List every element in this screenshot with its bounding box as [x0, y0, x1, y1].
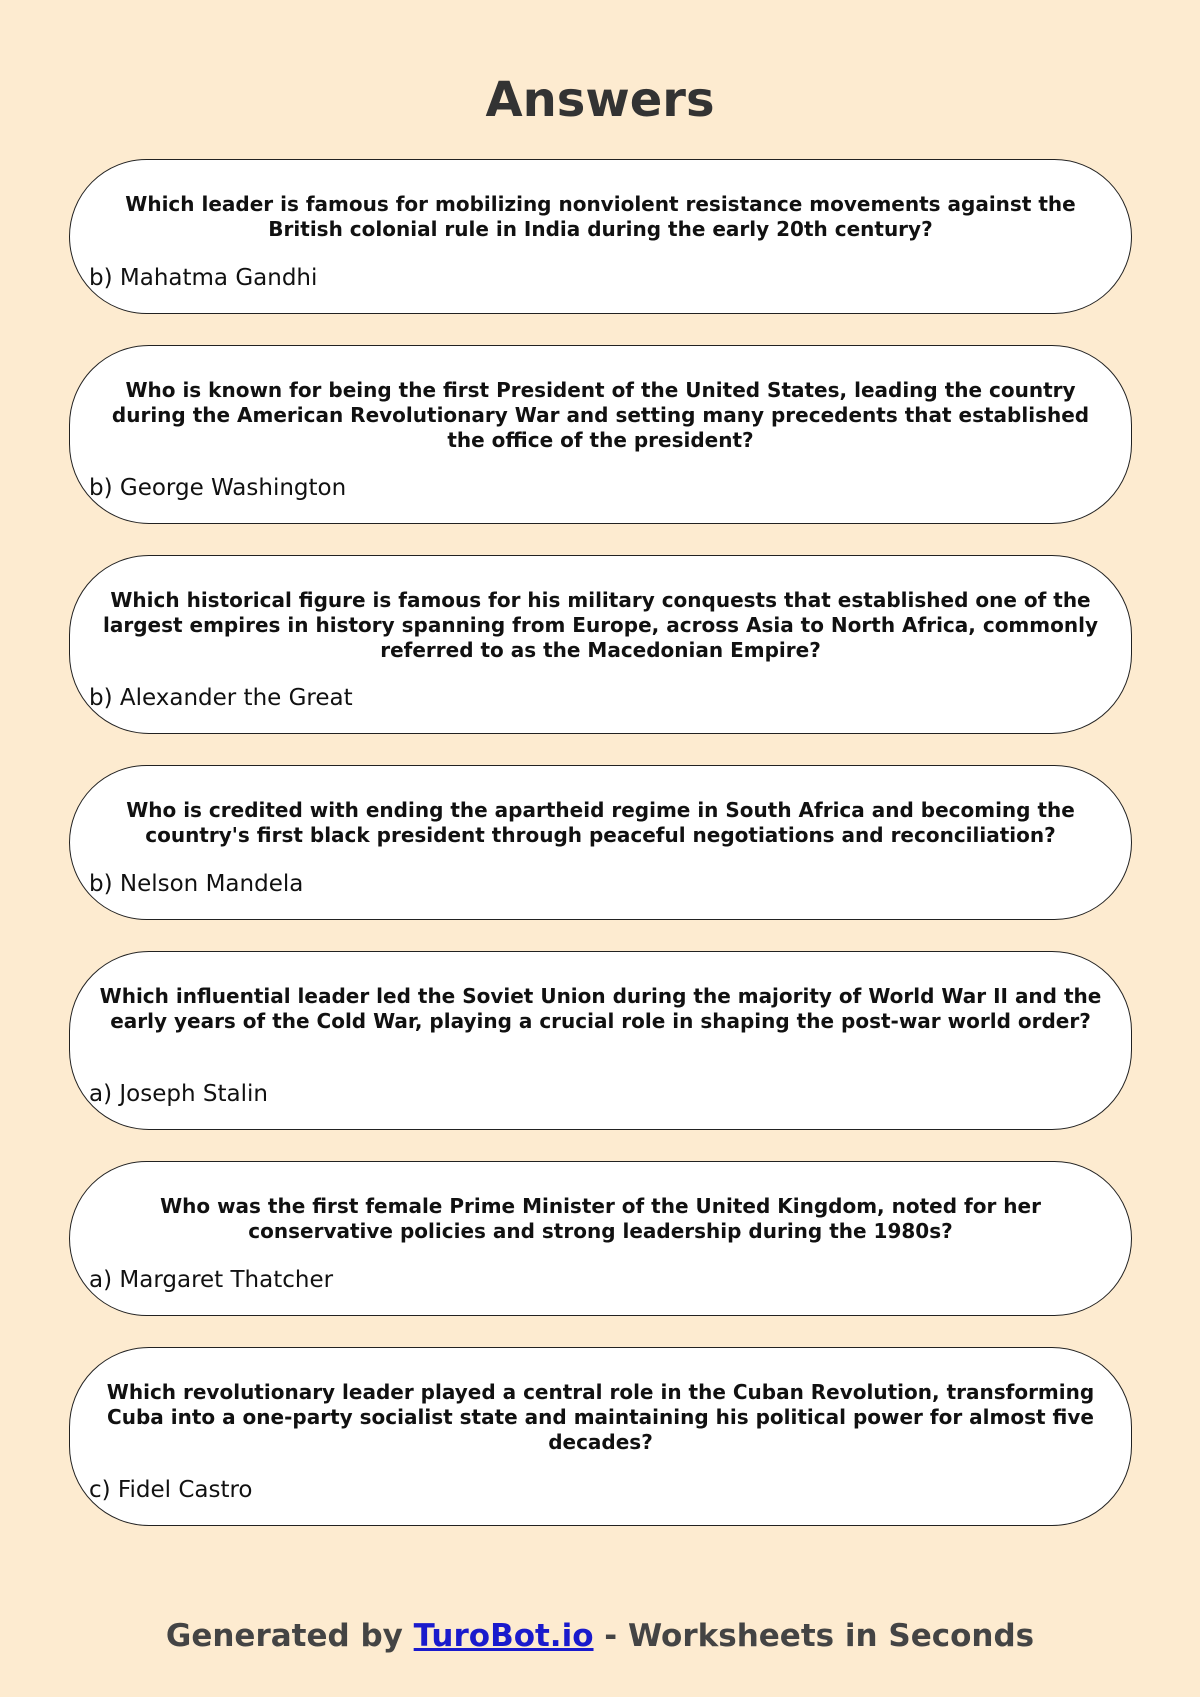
answer-list	[69, 159, 1132, 1557]
question-text: Who is credited with ending the apartheid regime in South Africa and becoming the country's first black president through peaceful negotiations and reconciliation?	[126, 798, 1075, 847]
question-text: Which revolutionary leader played a central role in the Cuban Revolution, transforming Cuba into a one-party socialist state and maintaining his political power for almost five decades?	[106, 1380, 1095, 1454]
turobot-link[interactable]: TuroBot.io	[413, 1618, 594, 1654]
answer-card-7	[69, 1347, 1132, 1526]
question-text: Which historical figure is famous for his military conquests that established one of the largest empires in history spanning from Europe, across Asia to North Africa, commonly referred to as the Macedonian Empire?	[103, 588, 1098, 662]
question-text: Which leader is famous for mobilizing nonviolent resistance movements against the British colonial rule in India during the early 20th century?	[125, 192, 1076, 241]
answer-text: a) Joseph Stalin	[89, 1081, 268, 1107]
page-title: Answers	[485, 72, 715, 128]
answer-text: b) Mahatma Gandhi	[89, 265, 318, 291]
answer-text: b) George Washington	[89, 475, 347, 501]
answer-card-1	[69, 159, 1132, 314]
answer-text: b) Alexander the Great	[89, 685, 353, 711]
answer-card-4	[69, 765, 1132, 920]
answer-card-2	[69, 345, 1132, 524]
answer-text: c) Fidel Castro	[89, 1477, 253, 1503]
answer-card-5	[69, 951, 1132, 1130]
footer-prefix: Generated by	[165, 1618, 414, 1654]
footer	[0, 1616, 1200, 1656]
answer-text: b) Nelson Mandela	[89, 871, 304, 897]
question-text: Which influential leader led the Soviet Union during the majority of World War II and the early years of the Cold War, playing a crucial role in shaping the post-war world order?	[99, 984, 1102, 1033]
question-text: Who is known for being the first President of the United States, leading the country during the American Revolutionary War and setting many precedents that established the office of the president?	[111, 378, 1090, 452]
answer-card-3	[69, 555, 1132, 734]
answer-text: a) Margaret Thatcher	[89, 1267, 334, 1293]
question-text: Who was the first female Prime Minister of the United Kingdom, noted for her conservative policies and strong leadership during the 1980s?	[160, 1194, 1041, 1243]
answer-card-6	[69, 1161, 1132, 1316]
footer-suffix: - Worksheets in Seconds	[593, 1618, 1035, 1654]
